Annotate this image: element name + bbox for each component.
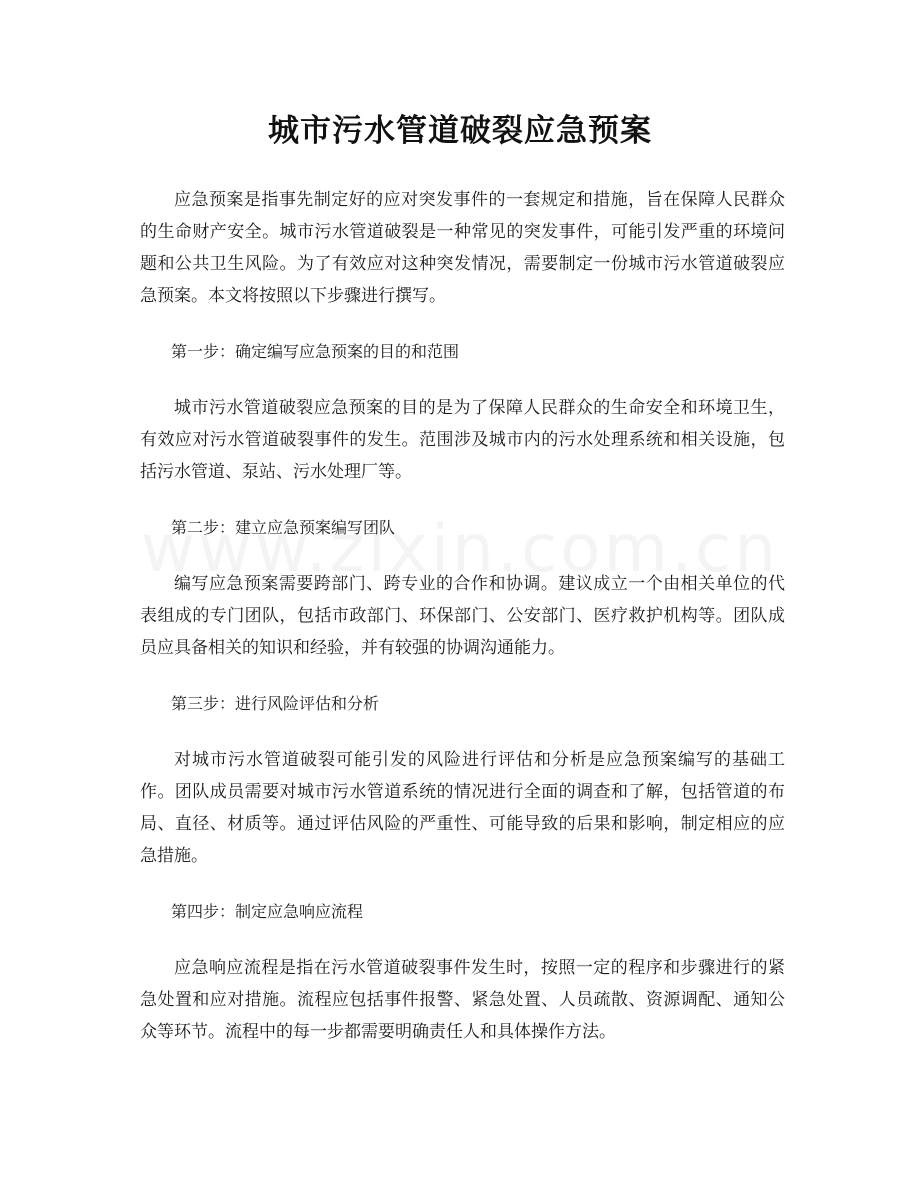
step-2-paragraph: 编写应急预案需要跨部门、跨专业的合作和协调。建议成立一个由相关单位的代表组成的专门团队，包括市政部门、环保部门、公安部门、医疗救护机构等。团队成员应具备相关的知识和经验，并有较强的协调沟通能力。 <box>140 574 785 658</box>
document-body <box>140 184 785 1072</box>
intro-paragraph: 应急预案是指事先制定好的应对突发事件的一套规定和措施，旨在保障人民群众的生命财产安全。城市污水管道破裂是一种常见的突发事件，可能引发严重的环境问题和公共卫生风险。为了有效应对这种突发情况，需要制定一份城市污水管道破裂应急预案。本文将按照以下步骤进行撰写。 <box>140 190 785 306</box>
document-title: 城市污水管道破裂应急预案 <box>268 113 652 149</box>
step-2-heading: 第二步：建立应急预案编写团队 <box>171 518 396 537</box>
step-3-heading: 第三步：进行风险评估和分析 <box>171 694 380 713</box>
step-1-heading: 第一步：确定编写应急预案的目的和范围 <box>171 342 460 361</box>
step-3-paragraph: 对城市污水管道破裂可能引发的风险进行评估和分析是应急预案编写的基础工作。团队成员需要对城市污水管道系统的情况进行全面的调查和了解，包括管道的布局、直径、材质等。通过评估风险的严重性、可能导致的后果和影响，制定相应的应急措施。 <box>140 750 785 866</box>
step-4-heading: 第四步：制定应急响应流程 <box>171 902 364 921</box>
step-4-paragraph: 应急响应流程是指在污水管道破裂事件发生时，按照一定的程序和步骤进行的紧急处置和应对措施。流程应包括事件报警、紧急处置、人员疏散、资源调配、通知公众等环节。流程中的每一步都需要明确责任人和具体操作方法。 <box>140 958 785 1042</box>
step-1-paragraph: 城市污水管道破裂应急预案的目的是为了保障人民群众的生命安全和环境卫生，有效应对污水管道破裂事件的发生。范围涉及城市内的污水处理系统和相关设施，包括污水管道、泵站、污水处理厂等。 <box>140 398 785 482</box>
